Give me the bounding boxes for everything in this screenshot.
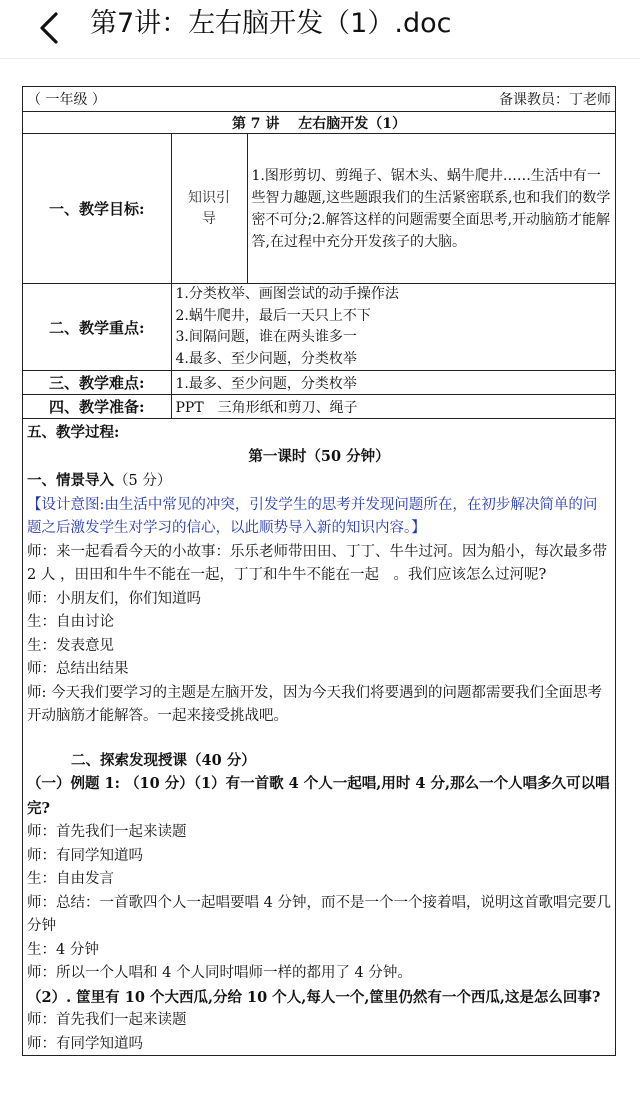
example-2-question: （2）. 筐里有 10 个大西瓜,分给 10 个人,每人一个,筐里仍然有一个西瓜,这是怎么回事? <box>27 988 601 1006</box>
teacher-label: 备课教员：丁老师 <box>499 92 611 108</box>
dialogue-line: 生：自由讨论 <box>27 614 114 630</box>
lesson-title: 第 7 讲 左右脑开发（1） <box>23 112 615 134</box>
document-title: 第7讲：左右脑开发（1）.doc <box>90 8 452 39</box>
section-2-heading: 二、探索发现授课（40 分） <box>71 751 256 769</box>
key-points-list <box>171 284 615 371</box>
key-point-item: 2.蜗牛爬井，最后一天只上不下 <box>175 307 371 324</box>
key-point-item: 3.间隔问题，谁在两头谁多一 <box>175 329 357 345</box>
dialogue-line: 师：首先我们一起来读题 <box>27 824 187 840</box>
dialogue-line: 师：所以一个人唱和 4 个人同时唱师一样的都用了 4 分钟。 <box>27 965 412 981</box>
difficulty-text: 1.最多、至少问题，分类枚举 <box>171 371 615 395</box>
teaching-process <box>23 419 615 1056</box>
prep-text: PPT 三角形纸和剪刀、绳子 <box>171 395 615 419</box>
example-1-question: （一）例题 1: （10 分）（1）有一首歌 4 个人一起唱,用时 4 分,那么一个人唱多久可以唱完? <box>27 775 610 817</box>
goals-text: 1.图形剪切、剪绳子、锯木头、蜗牛爬井……生活中有一些智力趣题,这些题跟我们的生活紧密联系,也和我们的数学密不可分;2.解答这样的问题需要全面思考,开动脑筋才能解答,在过程中充分开发孩子的大脑。 <box>247 134 615 284</box>
process-heading: 五、教学过程: <box>27 424 120 441</box>
prep-label: 四、教学准备: <box>23 395 171 419</box>
chevron-left-icon <box>30 8 70 48</box>
dialogue-line: 师：首先我们一起来读题 <box>27 1012 187 1028</box>
dialogue-line: 生：发表意见 <box>27 637 114 654</box>
dialogue-line: 师: 今天我们要学习的主题是左脑开发，因为今天我们将要遇到的问题都需要我们全面思考开动脑筋才能解答。一起来接受挑战吧。 <box>27 684 602 724</box>
key-point-item: 4.最多、至少问题，分类枚举 <box>175 350 357 367</box>
key-points-label: 二、教学重点: <box>23 284 171 371</box>
dialogue-line: 师：小朋友们，你们知道吗 <box>27 590 201 607</box>
grade-row <box>23 87 615 112</box>
lesson-plan-table <box>23 87 615 419</box>
back-button[interactable] <box>30 8 70 48</box>
section-1-heading: 一、情景导入（5 分） <box>27 472 172 489</box>
design-intent: 【设计意图:由生活中常见的冲突，引发学生的思考并发现问题所在，在初步解决简单的问题之后激发学生对学习的信心，以此顺势导入新的知识内容。】 <box>27 496 598 536</box>
app-bar <box>0 0 640 59</box>
dialogue-line: 师：有同学知道吗 <box>27 1035 143 1052</box>
document-page <box>22 86 616 1056</box>
dialogue-line: 师：总结出结果 <box>27 661 129 677</box>
goals-label: 一、教学目标: <box>23 134 171 284</box>
period-heading: 第一课时（50 分钟） <box>248 447 390 465</box>
dialogue-line: 师：来一起看看今天的小故事：乐乐老师带田田、丁丁、牛牛过河。因为船小，每次最多带 2 人 ，田田和牛牛不能在一起，丁丁和牛牛不能在一起 。我们应该怎么过河呢? <box>27 543 607 583</box>
dialogue-line: 师：有同学知道吗 <box>27 847 143 864</box>
grade-label: （ 一年级 ） <box>27 92 106 108</box>
dialogue-line: 师：总结：一首歌四个人一起唱要唱 4 分钟，而不是一个一个接着唱，说明这首歌唱完要几分钟 <box>27 894 611 934</box>
dialogue-line: 生：自由发言 <box>27 871 114 887</box>
key-point-item: 1.分类枚举、画图尝试的动手操作法 <box>175 286 399 302</box>
dialogue-line: 生：4 分钟 <box>27 941 99 958</box>
difficulty-label: 三、教学难点: <box>23 371 171 395</box>
goals-sub-label: 知识引导 <box>171 134 247 284</box>
